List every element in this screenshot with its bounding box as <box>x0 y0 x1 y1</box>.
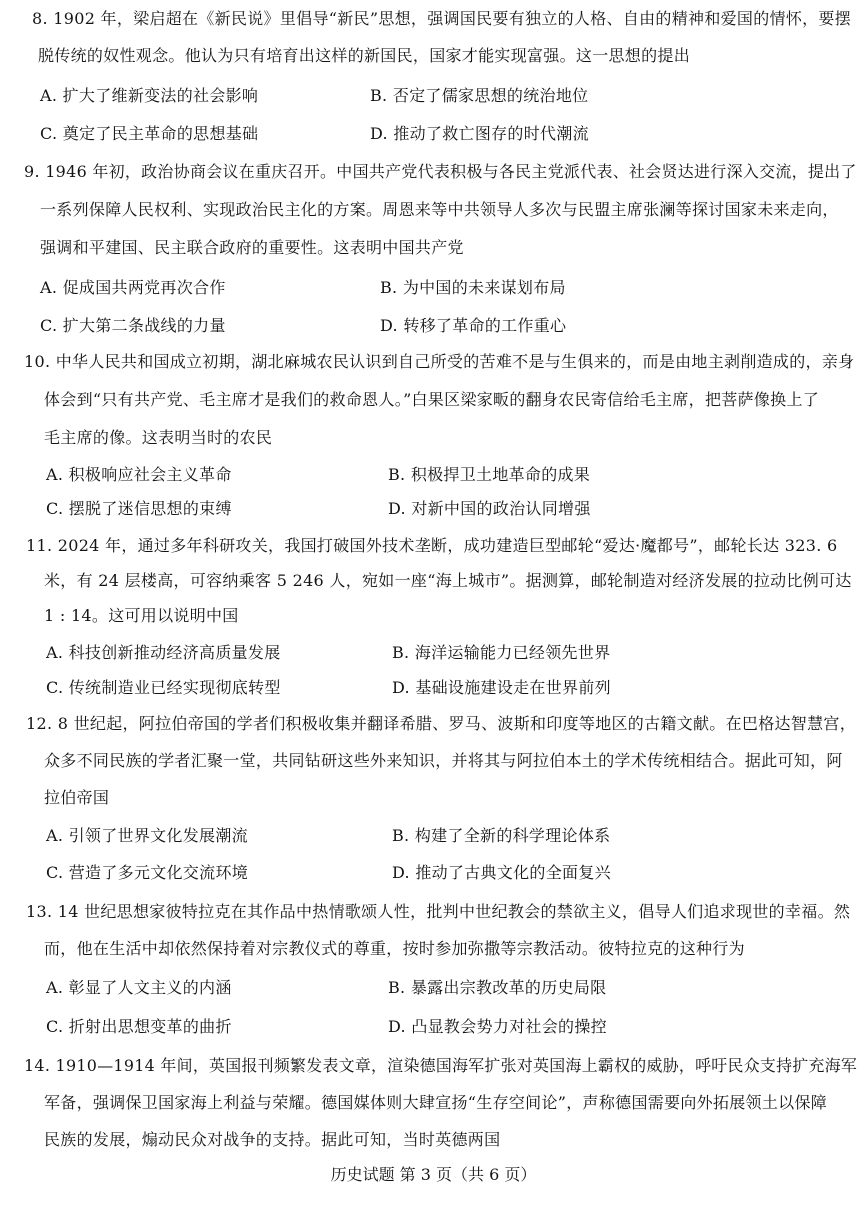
option-c: C. 奠定了民主革命的思想基础 <box>40 124 259 143</box>
question-stem-line: 1 : 14。这可用以说明中国 <box>44 606 239 625</box>
option-a: A. 科技创新推动经济高质量发展 <box>46 643 281 662</box>
option-d: D. 转移了革命的工作重心 <box>380 316 567 335</box>
question-stem-line: 强调和平建国、民主联合政府的重要性。这表明中国共产党 <box>40 238 464 257</box>
option-d: D. 推动了古典文化的全面复兴 <box>392 863 611 882</box>
option-c: C. 营造了多元文化交流环境 <box>46 863 249 882</box>
option-c: C. 摆脱了迷信思想的束缚 <box>46 499 232 518</box>
option-d: D. 推动了救亡图存的时代潮流 <box>370 124 589 143</box>
question-stem-line: 军备，强调保卫国家海上利益与荣耀。德国媒体则大肆宣扬“生存空间论”，声称德国需要向外拓展领土以保障 <box>44 1093 828 1112</box>
option-b: B. 为中国的未来谋划布局 <box>380 278 566 297</box>
question-stem-line: 14. 1910—1914 年间，英国报刊频繁发表文章，渲染德国海军扩张对英国海上霸权的威胁，呼吁民众支持扩充海军 <box>24 1056 858 1075</box>
option-a: A. 积极响应社会主义革命 <box>46 465 232 484</box>
option-b: B. 暴露出宗教改革的历史局限 <box>388 978 607 997</box>
option-c: C. 传统制造业已经实现彻底转型 <box>46 678 281 697</box>
question-stem-line: 拉伯帝国 <box>44 788 110 807</box>
question-stem-line: 脱传统的奴性观念。他认为只有培育出这样的新国民，国家才能实现富强。这一思想的提出 <box>38 46 691 65</box>
option-b: B. 否定了儒家思想的统治地位 <box>370 86 589 105</box>
question-stem-line: 众多不同民族的学者汇聚一堂，共同钻研这些外来知识，并将其与阿拉伯本土的学术传统相结合。据此可知，阿 <box>44 751 843 770</box>
option-b: B. 构建了全新的科学理论体系 <box>392 826 611 845</box>
option-d: D. 对新中国的政治认同增强 <box>388 499 591 518</box>
page-footer: 历史试题 第 3 页（共 6 页） <box>330 1165 537 1184</box>
question-stem-line: 毛主席的像。这表明当时的农民 <box>44 428 273 447</box>
option-c: C. 扩大第二条战线的力量 <box>40 316 226 335</box>
question-stem-line: 13. 14 世纪思想家彼特拉克在其作品中热情歌颂人性，批判中世纪教会的禁欲主义，倡导人们追求现世的幸福。然 <box>26 902 851 921</box>
question-stem-line: 12. 8 世纪起，阿拉伯帝国的学者们积极收集并翻译希腊、罗马、波斯和印度等地区的古籍文献。在巴格达智慧宫， <box>26 714 856 733</box>
option-a: A. 引领了世界文化发展潮流 <box>46 826 248 845</box>
option-a: A. 扩大了维新变法的社会影响 <box>40 86 259 105</box>
question-stem-line: 一系列保障人民权利、实现政治民主化的方案。周恩来等中共领导人多次与民盟主席张澜等探讨国家未来走向， <box>40 200 839 219</box>
question-stem-line: 11. 2024 年，通过多年科研攻关，我国打破国外技术垄断，成功建造巨型邮轮“爱达·魔都号”，邮轮长达 323. 6 <box>26 536 838 555</box>
question-stem-line: 而，他在生活中却依然保持着对宗教仪式的尊重，按时参加弥撒等宗教活动。彼特拉克的这种行为 <box>44 939 745 958</box>
option-b: B. 海洋运输能力已经领先世界 <box>392 643 611 662</box>
question-stem-line: 体会到“只有共产党、毛主席才是我们的救命恩人。”白果区梁家畈的翻身农民寄信给毛主席，把菩萨像换上了 <box>44 390 820 409</box>
question-stem-line: 9. 1946 年初，政治协商会议在重庆召开。中国共产党代表积极与各民主党派代表、社会贤达进行深入交流，提出了 <box>24 162 857 181</box>
option-d: D. 基础设施建设走在世界前列 <box>392 678 611 697</box>
option-d: D. 凸显教会势力对社会的操控 <box>388 1017 607 1036</box>
option-b: B. 积极捍卫土地革命的成果 <box>388 465 591 484</box>
option-c: C. 折射出思想变革的曲折 <box>46 1017 232 1036</box>
question-stem-line: 米，有 24 层楼高，可容纳乘客 5 246 人，宛如一座“海上城市”。据测算，邮轮制造对经济发展的拉动比例可达 <box>44 571 852 590</box>
question-stem-line: 民族的发展，煽动民众对战争的支持。据此可知，当时英德两国 <box>44 1130 501 1149</box>
option-a: A. 促成国共两党再次合作 <box>40 278 226 297</box>
question-stem-line: 10. 中华人民共和国成立初期，湖北麻城农民认识到自己所受的苦难不是与生俱来的，而是由地主剥削造成的，亲身 <box>24 352 855 371</box>
question-stem-line: 8. 1902 年，梁启超在《新民说》里倡导“新民”思想，强调国民要有独立的人格、自由的精神和爱国的情怀，要摆 <box>32 9 852 28</box>
option-a: A. 彰显了人文主义的内涵 <box>46 978 232 997</box>
